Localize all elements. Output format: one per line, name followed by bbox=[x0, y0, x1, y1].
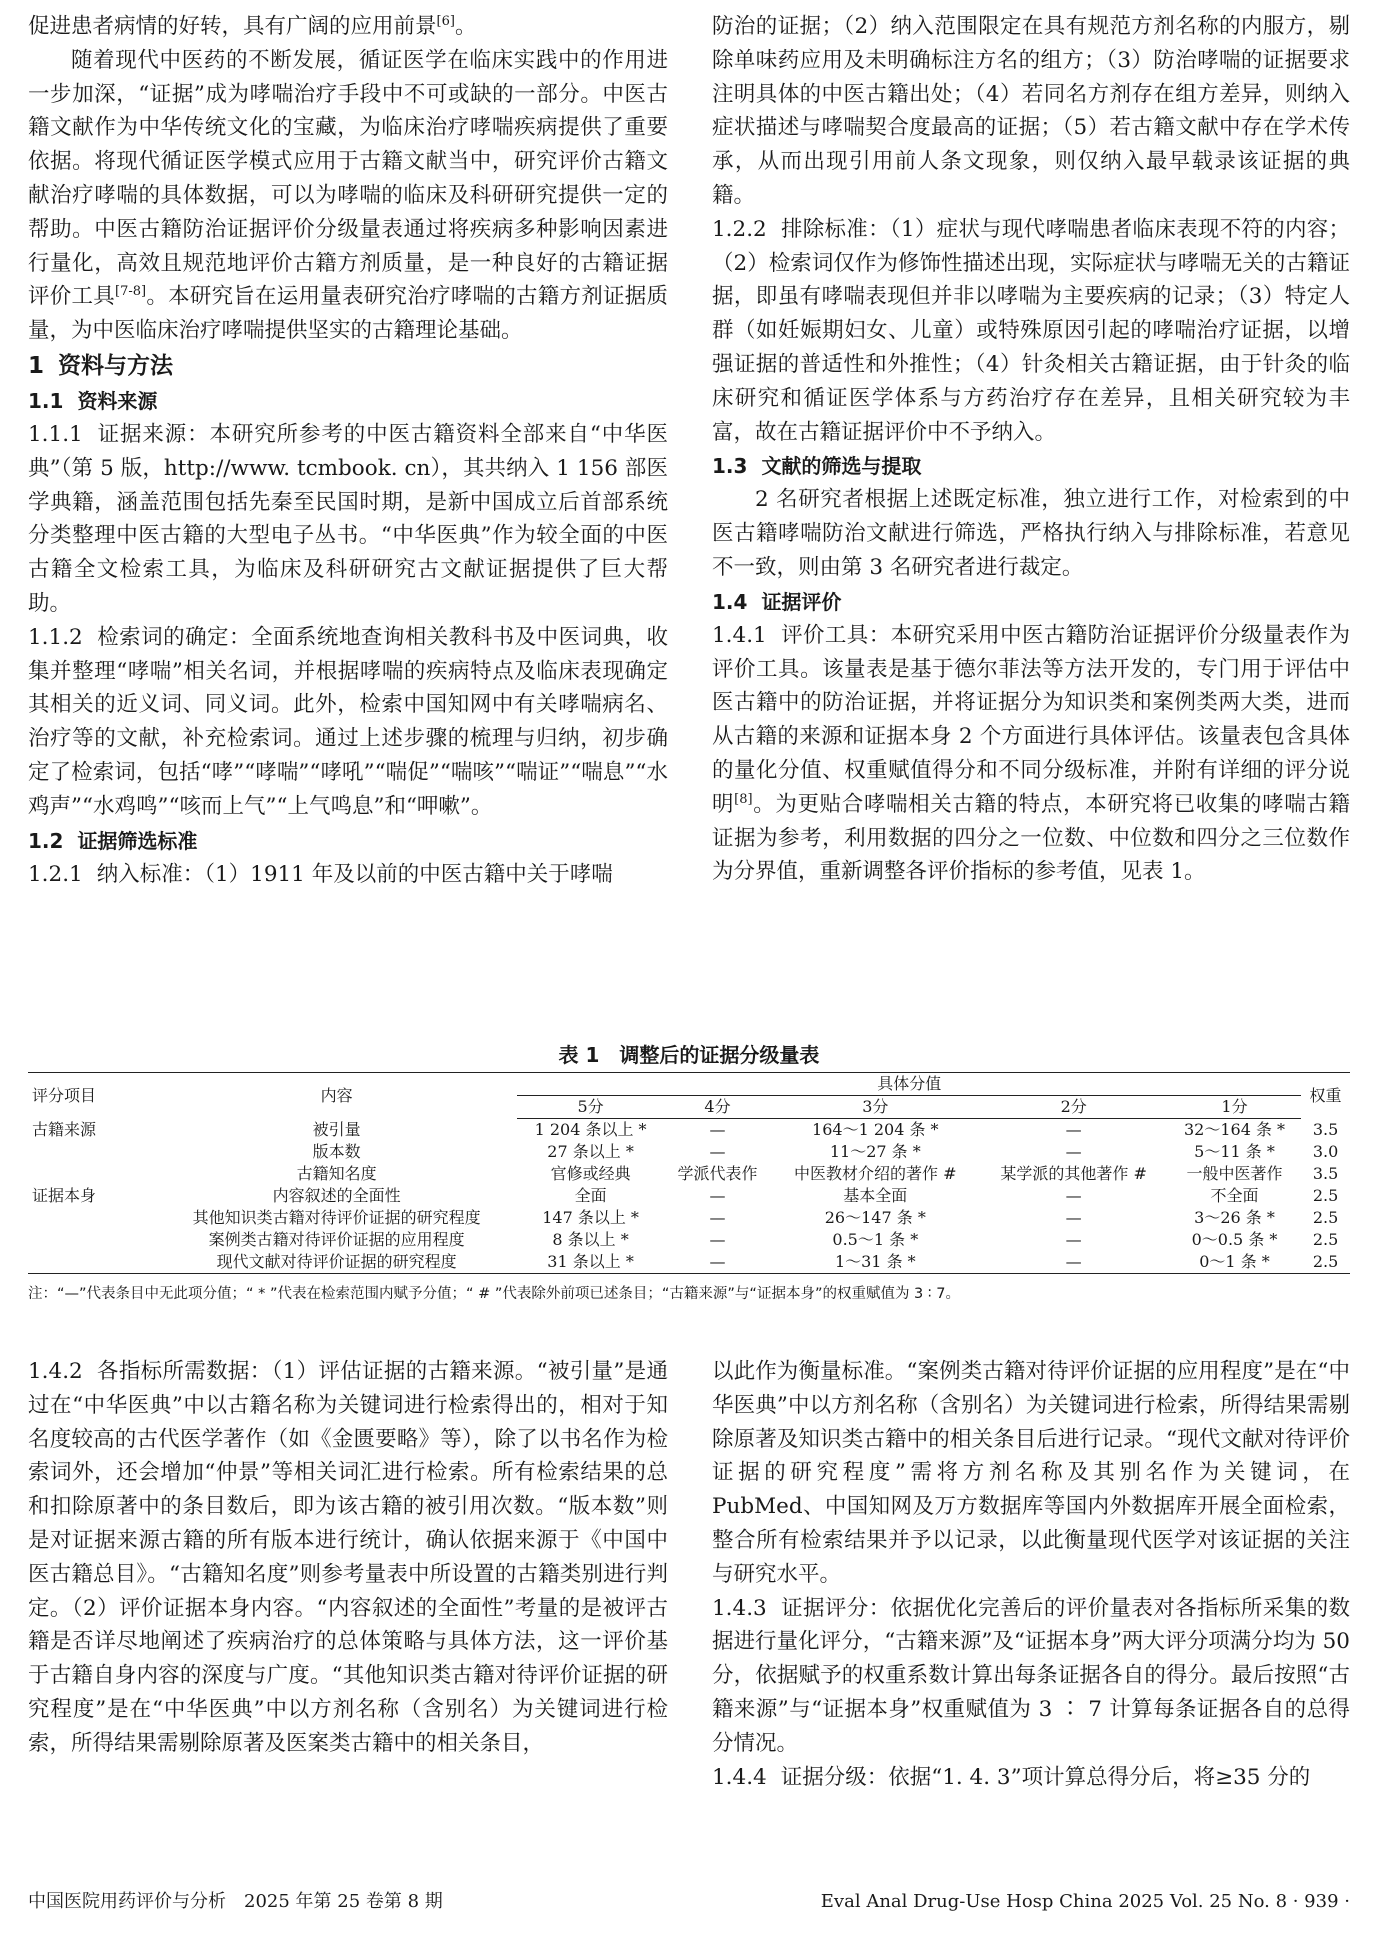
subsection-1-4-2: 1.4.2 各指标所需数据：（1）评估证据的古籍来源。“被引量”是通过在“中华医典”中以古籍名称为关键词进行检索得出的，相对于知名度较高的古代医学著作（如《金匮要略》等），除了以书名作为检索词外，还会增加“仲景”等相关词汇进行检索。所有检索结果的总和扣除原著中的条目数后，即为该古籍的被引用次数。“版本数”则是对证据来源古籍的所有版本进行统计，确认依据来源于《中国中医古籍总目》。“古籍知名度”则参考量表中所设置的古籍类别进行判定。（2）评价证据本身内容。“内容叙述的全面性”考量的是被评古籍是否详尽地阐述了疾病治疗的总体策略与具体方法，这一评价基于古籍自身内容的深度与广度。“其他知识类古籍对待评价证据的研究程度”是在“中华医典”中以方剂名称（含别名）为关键词进行检索，所得结果需剔除原著及医案类古籍中的相关条目， bbox=[28, 1359, 668, 1756]
cell-content: 其他知识类古籍对待评价证据的研究程度 bbox=[192, 1208, 481, 1227]
cell-weight: 3.0 bbox=[1312, 1142, 1339, 1161]
column-top-right bbox=[712, 10, 1350, 889]
header-score: 5分 bbox=[517, 1096, 663, 1119]
cell-score: — bbox=[979, 1251, 1168, 1274]
table-row bbox=[28, 1163, 1350, 1185]
cell-weight: 2.5 bbox=[1301, 1251, 1350, 1274]
cell-weight: 2.5 bbox=[1312, 1230, 1339, 1249]
cell-item: 古籍来源 bbox=[32, 1119, 97, 1139]
cell-item bbox=[28, 1163, 156, 1185]
column-top-left bbox=[28, 10, 668, 891]
table-1 bbox=[28, 1040, 1350, 1306]
cell-content: 版本数 bbox=[312, 1142, 361, 1161]
paragraph: 防治的证据；（2）纳入范围限定在具有规范方剂名称的内服方，剔除单味药应用及未明确标注方名的组方；（3）防治哮喘的证据要求注明具体的中医古籍出处；（4）若同名方剂存在组方差异，则纳入症状描述与哮喘契合度最高的证据；（5）若古籍文献中存在学术传承，从而出现引用前人条文现象，则仅纳入最早载录该证据的典籍。 bbox=[712, 14, 1350, 208]
cell-score: 3～26 条 * bbox=[1194, 1208, 1275, 1227]
cell-content: 古籍知名度 bbox=[296, 1164, 377, 1183]
cell-score: 147 条以上 * bbox=[542, 1208, 639, 1227]
cell-score: 官修或经典 bbox=[550, 1164, 631, 1183]
subsection-1-1-1: 1.1.1 证据来源：本研究所参考的中医古籍资料全部来自“中华医典”（第 5 版，http://www. tcmbook. cn），其共纳入 1 156 部医学典籍，涵盖范围包括先秦至民国时期，是新中国成立后首部系统分类整理中医古籍的大型电子丛书。“中华医典”作为较全面的中医古籍全文检索工具，为临床及科研研究古文献证据提供了巨大帮助。 bbox=[28, 421, 668, 616]
header-content: 内容 bbox=[156, 1073, 517, 1119]
cell-score: 0～0.5 条 * bbox=[1191, 1230, 1278, 1249]
cell-score: 31 条以上 * bbox=[517, 1251, 663, 1274]
cell-score: 一般中医著作 bbox=[1186, 1164, 1283, 1183]
column-bottom-right bbox=[712, 1355, 1350, 1794]
cell-weight: 2.5 bbox=[1312, 1186, 1339, 1205]
cell-weight: 3.5 bbox=[1312, 1164, 1339, 1183]
table-note: 注：“—”代表条目中无此项分值；“ * ”代表在检索范围内赋予分值；“ # ”代表除外前项已述条目；“古籍来源”与“证据本身”的权重赋值为 3 ∶ 7。 bbox=[28, 1286, 961, 1302]
header-item: 评分项目 bbox=[28, 1073, 156, 1119]
cell-score: 基本全面 bbox=[843, 1186, 908, 1205]
column-bottom-left bbox=[28, 1355, 668, 1761]
header-score: 4分 bbox=[664, 1096, 771, 1119]
cell-score: 26～147 条 * bbox=[824, 1208, 926, 1227]
cell-item bbox=[28, 1207, 156, 1229]
subsection-1-4-4: 1.4.4 证据分级：依据“1. 4. 3”项计算总得分后，将≥35 分的 bbox=[712, 1764, 1311, 1790]
cell-score: — bbox=[709, 1230, 726, 1249]
cell-item bbox=[28, 1229, 156, 1251]
cell-score: 1 204 条以上 * bbox=[534, 1120, 647, 1139]
citation: [8] bbox=[734, 791, 753, 807]
section-heading-1-3: 1.3 文献的筛选与提取 bbox=[712, 454, 922, 479]
evidence-grading-table bbox=[28, 1072, 1350, 1274]
cell-score: — bbox=[709, 1186, 726, 1205]
table-row bbox=[28, 1141, 1350, 1163]
cell-item bbox=[28, 1141, 156, 1163]
table-row bbox=[28, 1185, 1350, 1207]
header-weight: 权重 bbox=[1301, 1073, 1350, 1119]
table-row bbox=[28, 1207, 1350, 1229]
cell-score: — bbox=[709, 1120, 726, 1139]
paragraph: 随着现代中医药的不断发展，循证医学在临床实践中的作用进一步加深，“证据”成为哮喘治疗手段中不可或缺的一部分。中医古籍文献作为中华传统文化的宝藏，为临床治疗哮喘疾病提供了重要依据。将现代循证医学模式应用于古籍文献当中，研究评价古籍文献治疗哮喘的具体数据，可以为哮喘的临床及科研研究提供一定的帮助。中医古籍防治证据评价分级量表通过将疾病多种影响因素进行量化，高效且规范地评价古籍方剂质量，是一种良好的古籍证据评价工具[7-8]。本研究旨在运用量表研究治疗哮喘的古籍方剂证据质量，为中医临床治疗哮喘提供坚实的古籍理论基础。 bbox=[28, 47, 668, 344]
cell-score: 1～31 条 * bbox=[771, 1251, 979, 1274]
header-score-group: 具体分值 bbox=[517, 1073, 1301, 1096]
subsection-1-1-2: 1.1.2 检索词的确定：全面系统地查询相关教科书及中医词典，收集并整理“哮喘”相关名词，并根据哮喘的疾病特点及临床表现确定其相关的近义词、同义词。此外，检索中国知网中有关哮喘病名、治疗等的文献，补充检索词。通过上述步骤的梳理与归纳，初步确定了检索词，包括“哮”“哮喘”“哮吼”“喘促”“喘咳”“喘证”“喘息”“水鸡声”“水鸡鸣”“咳而上气”“上气鸣息”和“呷嗽”。 bbox=[28, 624, 668, 819]
cell-score: 某学派的其他著作 # bbox=[1000, 1164, 1147, 1183]
section-heading-1: 1 资料与方法 bbox=[28, 352, 174, 379]
cell-score: 0.5～1 条 * bbox=[832, 1230, 919, 1249]
cell-item: 证据本身 bbox=[32, 1186, 97, 1205]
cell-content: 案例类古籍对待评价证据的应用程度 bbox=[208, 1230, 465, 1249]
cell-score: — bbox=[664, 1251, 771, 1274]
journal-name-cn: 中国医院用药评价与分析 2025 年第 25 卷第 8 期 bbox=[28, 1891, 443, 1912]
cell-score: 8 条以上 * bbox=[552, 1230, 629, 1249]
cell-content: 内容叙述的全面性 bbox=[272, 1186, 401, 1205]
cell-score: 不全面 bbox=[1210, 1186, 1259, 1205]
cell-score: 5～11 条 * bbox=[1194, 1142, 1275, 1161]
cell-content: 被引量 bbox=[312, 1119, 361, 1139]
cell-score: 全面 bbox=[574, 1186, 607, 1205]
cell-score: — bbox=[1065, 1230, 1082, 1249]
cell-score: 32～164 条 * bbox=[1183, 1120, 1286, 1139]
section-heading-1-1: 1.1 资料来源 bbox=[28, 388, 158, 413]
cell-score: 27 条以上 * bbox=[547, 1142, 634, 1161]
table-row bbox=[28, 1119, 1350, 1142]
citation: [6] bbox=[436, 13, 455, 29]
paragraph: 以此作为衡量标准。“案例类古籍对待评价证据的应用程度”是在“中华医典”中以方剂名称（含别名）为关键词进行检索，所得结果需剔除原著及知识类古籍中的相关条目后进行记录。“现代文献对待评价证据的研究程度”需将方剂名称及其别名作为关键词，在 PubMed、中国知网及万方数据库等国内外数据库开展全面检索，整合所有检索结果并予以记录，以此衡量现代医学对该证据的关注与研究水平。 bbox=[712, 1359, 1350, 1587]
cell-score: — bbox=[1065, 1142, 1082, 1161]
header-score: 1分 bbox=[1168, 1096, 1301, 1119]
cell-score: — bbox=[1065, 1186, 1082, 1205]
citation: [7-8] bbox=[115, 284, 147, 300]
cell-score: — bbox=[709, 1208, 726, 1227]
cell-item bbox=[28, 1251, 156, 1274]
cell-score: 0～1 条 * bbox=[1168, 1251, 1301, 1274]
table-row bbox=[28, 1229, 1350, 1251]
subsection-1-4-3: 1.4.3 证据评分：依据优化完善后的评价量表对各指标所采集的数据进行量化评分，“古籍来源”及“证据本身”两大评分项满分均为 50 分，依据赋予的权重系数计算出每条证据各自的得分。最后按照“古籍来源”与“证据本身”权重赋值为 3 ∶ 7 计算每条证据各自的总得分情况。 bbox=[712, 1595, 1350, 1756]
table-caption: 表 1 调整后的证据分级量表 bbox=[558, 1043, 820, 1067]
cell-score: — bbox=[1065, 1120, 1082, 1139]
cell-score: — bbox=[1065, 1208, 1082, 1227]
cell-score: 中医教材介绍的著作 # bbox=[794, 1164, 957, 1183]
section-heading-1-4: 1.4 证据评价 bbox=[712, 589, 842, 614]
subsection-1-2-2: 1.2.2 排除标准：（1）症状与现代哮喘患者临床表现不符的内容；（2）检索词仅作为修饰性描述出现，实际症状与哮喘无关的古籍证据，即虽有哮喘表现但并非以哮喘为主要疾病的记录；（3）特定人群（如妊娠期妇女、儿童）或特殊原因引起的哮喘治疗证据，以增强证据的普适性和外推性；（4）针灸相关古籍证据，由于针灸的临床研究和循证医学体系与方药治疗存在差异，且相关研究较为丰富，故在古籍证据评价中不予纳入。 bbox=[712, 216, 1350, 445]
cell-weight: 2.5 bbox=[1312, 1208, 1339, 1227]
paragraph: 促进患者病情的好转，具有广阔的应用前景[6]。 bbox=[28, 13, 477, 39]
table-row bbox=[28, 1251, 1350, 1274]
paragraph: 2 名研究者根据上述既定标准，独立进行工作，对检索到的中医古籍哮喘防治文献进行筛选，严格执行纳入与排除标准，若意见不一致，则由第 3 名研究者进行裁定。 bbox=[712, 487, 1350, 580]
section-heading-1-2: 1.2 证据筛选标准 bbox=[28, 828, 198, 853]
cell-score: — bbox=[709, 1142, 726, 1161]
cell-score: 学派代表作 bbox=[677, 1164, 758, 1183]
cell-score: 11～27 条 * bbox=[829, 1142, 921, 1161]
journal-name-en: Eval Anal Drug-Use Hosp China 2025 Vol. 25 No. 8 · 939 · bbox=[820, 1891, 1350, 1912]
subsection-1-2-1: 1.2.1 纳入标准：（1）1911 年及以前的中医古籍中关于哮喘 bbox=[28, 861, 613, 887]
cell-weight: 3.5 bbox=[1312, 1119, 1339, 1139]
header-score: 2分 bbox=[979, 1096, 1168, 1119]
header-score: 3分 bbox=[771, 1096, 979, 1119]
cell-content: 现代文献对待评价证据的研究程度 bbox=[156, 1251, 517, 1274]
cell-score: 164～1 204 条 * bbox=[812, 1120, 939, 1139]
subsection-1-4-1: 1.4.1 评价工具：本研究采用中医古籍防治证据评价分级量表作为评价工具。该量表是基于德尔菲法等方法开发的，专门用于评估中医古籍中的防治证据，并将证据分为知识类和案例类两大类，进而从古籍的来源和证据本身 2 个方面进行具体评估。该量表包含具体的量化分值、权重赋值得分和不同分级标准，并附有详细的评分说明[8]。为更贴合哮喘相关古籍的特点，本研究将已收集的哮喘古籍证据为参考，利用数据的四分之一位数、中位数和四分之三位数作为分界值，重新调整各评价指标的参考值，见表 1。 bbox=[712, 622, 1350, 885]
